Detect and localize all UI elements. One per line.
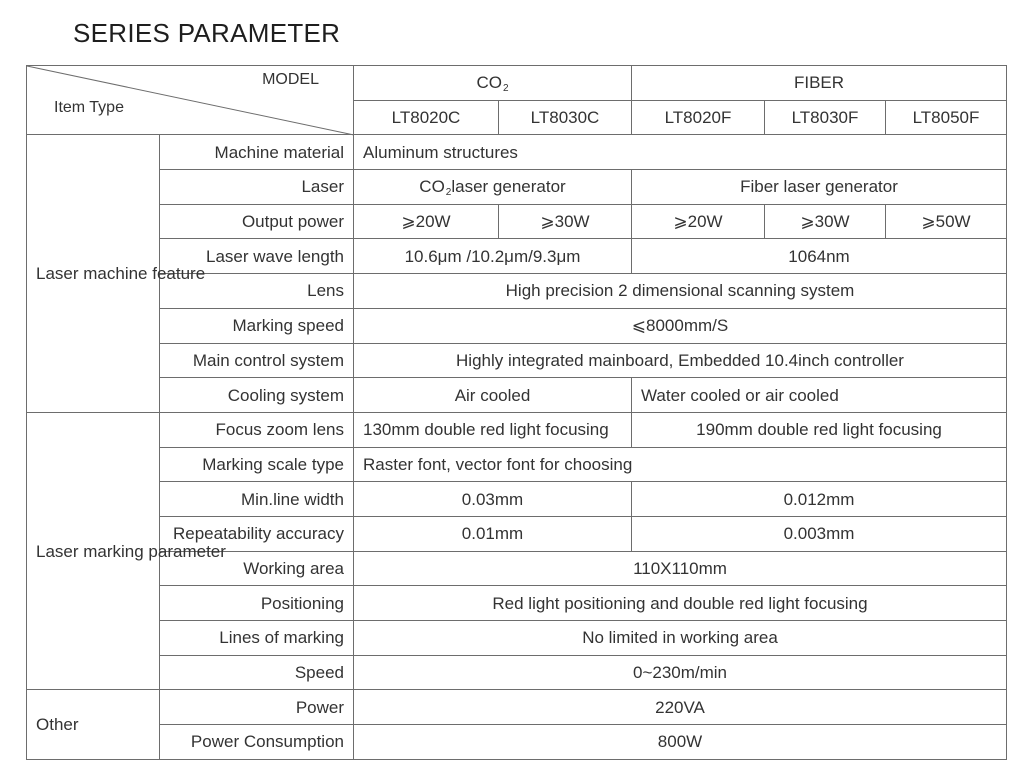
table-row bbox=[27, 482, 1007, 517]
model-label: MODEL bbox=[262, 71, 319, 88]
row-label: Lines of marking bbox=[160, 621, 354, 656]
table-row bbox=[27, 655, 1007, 690]
row-label: Power Consumption bbox=[160, 725, 354, 760]
group-laser-marking-parameter: Laser marking parameter bbox=[27, 412, 160, 690]
row-value-fiber: 0.003mm bbox=[632, 516, 1007, 551]
table-row bbox=[27, 412, 1007, 447]
co2-subscript: 2 bbox=[502, 83, 509, 95]
item-type-label: Item Type bbox=[54, 99, 124, 116]
row-value: ⩽8000mm/S bbox=[354, 308, 1007, 343]
row-value-fiber: Water cooled or air cooled bbox=[632, 378, 1007, 413]
row-value: Raster font, vector font for choosing bbox=[354, 447, 1007, 482]
row-value: Red light positioning and double red light focusing bbox=[354, 586, 1007, 621]
row-label: Working area bbox=[160, 551, 354, 586]
row-label: Focus zoom lens bbox=[160, 412, 354, 447]
table-row bbox=[27, 170, 1007, 205]
row-label: Marking speed bbox=[160, 308, 354, 343]
row-value: Highly integrated mainboard, Embedded 10.4inch controller bbox=[354, 343, 1007, 378]
row-value: ⩾50W bbox=[886, 204, 1007, 239]
row-value-fiber: 1064nm bbox=[632, 239, 1007, 274]
series-parameter-table bbox=[26, 65, 1007, 760]
row-value: High precision 2 dimensional scanning system bbox=[354, 274, 1007, 309]
row-label: Power bbox=[160, 690, 354, 725]
row-label: Positioning bbox=[160, 586, 354, 621]
row-label: Marking scale type bbox=[160, 447, 354, 482]
model-name: LT8020F bbox=[632, 100, 765, 135]
model-name: LT8020C bbox=[354, 100, 499, 135]
row-value-co2: Air cooled bbox=[354, 378, 632, 413]
row-value: ⩾20W bbox=[632, 204, 765, 239]
table-row bbox=[27, 725, 1007, 760]
co2-prefix: CO bbox=[419, 177, 445, 197]
table-row bbox=[27, 586, 1007, 621]
row-label: Output power bbox=[160, 204, 354, 239]
row-label: Machine material bbox=[160, 135, 354, 170]
table-row bbox=[27, 204, 1007, 239]
row-value-co2: 10.6μm /10.2μm/9.3μm bbox=[354, 239, 632, 274]
table-row bbox=[27, 447, 1007, 482]
row-label: Repeatability accuracy bbox=[160, 516, 354, 551]
row-value: No limited in working area bbox=[354, 621, 1007, 656]
row-value: ⩾30W bbox=[499, 204, 632, 239]
row-label: Lens bbox=[160, 274, 354, 309]
table-row bbox=[27, 621, 1007, 656]
co2-subscript: 2 bbox=[445, 187, 452, 199]
row-value: ⩾30W bbox=[765, 204, 886, 239]
row-value: 0~230m/min bbox=[354, 655, 1007, 690]
table-row bbox=[27, 308, 1007, 343]
model-name: LT8050F bbox=[886, 100, 1007, 135]
row-value-co2: 0.01mm bbox=[354, 516, 632, 551]
row-value-fiber: 190mm double red light focusing bbox=[632, 412, 1007, 447]
row-value: ⩾20W bbox=[354, 204, 499, 239]
group-laser-machine-feature: Laser machine feature bbox=[27, 135, 160, 413]
model-name: LT8030F bbox=[765, 100, 886, 135]
model-name: LT8030C bbox=[499, 100, 632, 135]
row-label: Min.line width bbox=[160, 482, 354, 517]
row-value-co2: 130mm double red light focusing bbox=[354, 412, 632, 447]
header-row-1 bbox=[27, 66, 1007, 101]
row-value-co2 bbox=[354, 170, 632, 205]
co2-label: CO bbox=[476, 73, 502, 93]
table-row bbox=[27, 343, 1007, 378]
row-value-co2: 0.03mm bbox=[354, 482, 632, 517]
row-label: Speed bbox=[160, 655, 354, 690]
group-other: Other bbox=[27, 690, 160, 759]
row-value: Aluminum structures bbox=[354, 135, 1007, 170]
row-value-fiber: 0.012mm bbox=[632, 482, 1007, 517]
row-value: 110X110mm bbox=[354, 551, 1007, 586]
row-value: 220VA bbox=[354, 690, 1007, 725]
table-row bbox=[27, 135, 1007, 170]
fiber-header: FIBER bbox=[632, 66, 1007, 101]
row-label: Laser wave length bbox=[160, 239, 354, 274]
row-label: Main control system bbox=[160, 343, 354, 378]
co2-header bbox=[354, 66, 632, 101]
row-value: 800W bbox=[354, 725, 1007, 760]
row-label: Laser bbox=[160, 170, 354, 205]
row-label: Cooling system bbox=[160, 378, 354, 413]
diagonal-header-cell bbox=[27, 66, 354, 135]
row-value-fiber: Fiber laser generator bbox=[632, 170, 1007, 205]
page-title: SERIES PARAMETER bbox=[73, 18, 341, 48]
table-row bbox=[27, 690, 1007, 725]
table-row bbox=[27, 378, 1007, 413]
co2-rest: laser generator bbox=[451, 177, 566, 197]
